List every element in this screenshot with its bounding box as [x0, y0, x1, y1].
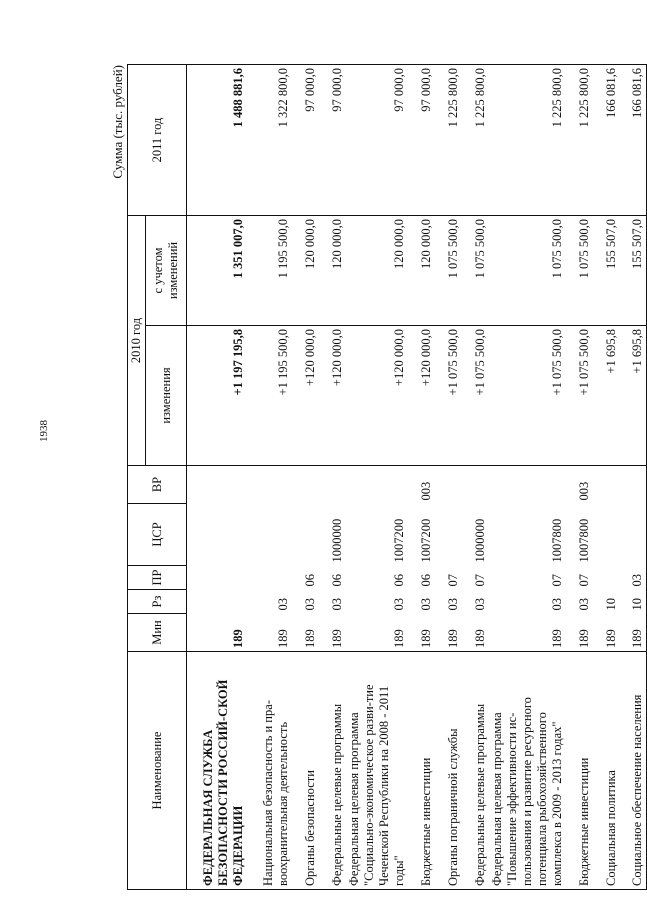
- header-row-1: [128, 64, 146, 889]
- row-pr: 07: [549, 574, 564, 587]
- row-rz: 03: [472, 598, 487, 611]
- row-2011: 1 225 800,0: [489, 64, 566, 215]
- row-pr: [247, 566, 292, 590]
- table-row: [187, 64, 247, 889]
- row-2011: 97 000,0: [408, 64, 435, 215]
- row-changes: +1 197 195,8: [187, 326, 247, 466]
- row-with-changes: 1 351 007,0: [187, 215, 247, 325]
- row-pr: 06: [391, 574, 406, 587]
- row-rz: 03: [302, 598, 317, 611]
- row-with-changes: 120 000,0: [346, 215, 408, 325]
- row-with-changes: 155 507,0: [620, 215, 647, 325]
- unit-caption: Сумма (тыс. рублей): [110, 65, 125, 179]
- table-row: [408, 64, 435, 889]
- row-min: 189: [489, 614, 566, 652]
- row-with-changes: 155 507,0: [593, 215, 620, 325]
- header-rz: Рз: [128, 590, 187, 614]
- row-csr: [435, 504, 462, 566]
- row-csr: [187, 504, 247, 566]
- row-vr: 003: [566, 466, 593, 504]
- row-2011: 1 225 800,0: [462, 64, 489, 215]
- row-2011: 166 081,6: [620, 64, 647, 215]
- row-min: 189: [593, 614, 620, 652]
- header-name: Наименование: [128, 652, 187, 890]
- row-rz: 10: [603, 598, 618, 611]
- row-name: Социальное обеспечение населения: [620, 652, 647, 890]
- rotated-page-content: [110, 65, 644, 890]
- row-changes: +1 075 500,0: [435, 326, 462, 466]
- row-vr: [346, 466, 408, 504]
- row-csr: [292, 504, 319, 566]
- row-with-changes: 1 075 500,0: [489, 215, 566, 325]
- row-changes: +120 000,0: [346, 326, 408, 466]
- row-min: 189: [566, 614, 593, 652]
- row-pr: 07: [472, 574, 487, 587]
- header-vr: ВР: [128, 466, 187, 504]
- row-vr: 003: [408, 466, 435, 504]
- row-csr: 1007800: [576, 518, 591, 563]
- row-changes: +120 000,0: [408, 326, 435, 466]
- row-changes: +1 695,8: [620, 326, 647, 466]
- page-number: 1938: [38, 420, 50, 442]
- row-rz: [187, 590, 247, 614]
- header-pr: ПР: [128, 566, 187, 590]
- row-csr: 1007200: [391, 518, 406, 563]
- row-pr: 07: [445, 574, 460, 587]
- table-body: [187, 64, 647, 889]
- row-with-changes: 120 000,0: [319, 215, 346, 325]
- row-pr: [593, 566, 620, 590]
- row-changes: +1 195 500,0: [247, 326, 292, 466]
- row-min: 189: [292, 614, 319, 652]
- row-min: 189: [346, 614, 408, 652]
- row-changes: +120 000,0: [292, 326, 319, 466]
- row-min: 189: [319, 614, 346, 652]
- row-rz: 03: [576, 598, 591, 611]
- row-rz: 03: [445, 598, 460, 611]
- table-row: [620, 64, 647, 889]
- row-pr: [187, 566, 247, 590]
- row-min: 189: [620, 614, 647, 652]
- table-row: [247, 64, 292, 889]
- row-vr: [489, 466, 566, 504]
- row-with-changes: 1 075 500,0: [462, 215, 489, 325]
- row-rz: 03: [275, 598, 290, 611]
- budget-table: [127, 64, 647, 890]
- table-row: [319, 64, 346, 889]
- row-changes: +1 075 500,0: [566, 326, 593, 466]
- row-csr: [593, 504, 620, 566]
- row-2011: 1 225 800,0: [435, 64, 462, 215]
- row-vr: [187, 466, 247, 504]
- row-vr: [593, 466, 620, 504]
- row-changes: +1 075 500,0: [462, 326, 489, 466]
- row-pr: 06: [302, 574, 317, 587]
- row-2011: 97 000,0: [346, 64, 408, 215]
- row-with-changes: 1 075 500,0: [566, 215, 593, 325]
- row-min: 189: [408, 614, 435, 652]
- row-changes: +1 075 500,0: [489, 326, 566, 466]
- row-rz: 10: [620, 590, 647, 614]
- row-2011: 166 081,6: [593, 64, 620, 215]
- row-with-changes: 120 000,0: [292, 215, 319, 325]
- row-csr: 1000000: [472, 518, 487, 563]
- row-name: Федеральные целевые программы: [462, 652, 489, 890]
- header-min: Мин: [128, 614, 187, 652]
- row-vr: [247, 466, 292, 504]
- table-row: [489, 64, 566, 889]
- row-name: Бюджетные инвестиции: [566, 652, 593, 890]
- row-vr: [435, 466, 462, 504]
- row-2011: 1 322 800,0: [247, 64, 292, 215]
- table-row: [462, 64, 489, 889]
- row-name: Федеральная целевая программа "Социально-экономическое разви-тие Чеченской Республики на 2008 - 2011 годы": [346, 652, 408, 890]
- row-csr: [620, 504, 647, 566]
- row-rz: 03: [549, 598, 564, 611]
- row-pr: 03: [620, 566, 647, 590]
- row-with-changes: 120 000,0: [408, 215, 435, 325]
- row-rz: 03: [391, 598, 406, 611]
- row-name: Федеральные целевые программы: [319, 652, 346, 890]
- row-csr: 1007800: [549, 518, 564, 563]
- row-with-changes: 1 075 500,0: [435, 215, 462, 325]
- row-csr: 1000000: [329, 518, 344, 563]
- row-name: Органы безопасности: [292, 652, 319, 890]
- row-pr: 06: [329, 574, 344, 587]
- row-vr: [292, 466, 319, 504]
- table-row: [435, 64, 462, 889]
- row-vr: [462, 466, 489, 504]
- row-csr: [247, 504, 292, 566]
- row-name: Национальная безопасность и пра-воохранительная деятельность: [247, 652, 292, 890]
- row-name: Бюджетные инвестиции: [408, 652, 435, 890]
- row-changes: +1 695,8: [593, 326, 620, 466]
- header-changes: изменения: [146, 326, 187, 466]
- row-csr: 1007200: [418, 518, 433, 563]
- row-vr: [620, 466, 647, 504]
- table-row: [292, 64, 319, 889]
- row-pr: 06: [418, 574, 433, 587]
- row-min: 189: [462, 614, 489, 652]
- table-row: [346, 64, 408, 889]
- row-rz: 03: [329, 598, 344, 611]
- header-with-changes: с учетом изменений: [146, 215, 187, 325]
- row-name: ФЕДЕРАЛЬНАЯ СЛУЖБА БЕЗОПАСНОСТИ РОССИЙ-СКОЙ ФЕДЕРАЦИИ: [187, 652, 247, 890]
- header-year-2011: 2011 год: [128, 64, 187, 215]
- row-2011: 1 225 800,0: [566, 64, 593, 215]
- row-rz: 03: [418, 598, 433, 611]
- row-2011: 97 000,0: [319, 64, 346, 215]
- row-vr: [319, 466, 346, 504]
- row-min: 189: [187, 614, 247, 652]
- row-min: 189: [247, 614, 292, 652]
- row-name: Социальная политика: [593, 652, 620, 890]
- table-row: [566, 64, 593, 889]
- row-2011: 1 488 881,6: [187, 64, 247, 215]
- table-row: [593, 64, 620, 889]
- row-name: Органы пограничной службы: [435, 652, 462, 890]
- row-name: Федеральная целевая программа "Повышение эффективности ис-пользования и развитие ресурсного потенциала рыбохозяйственного комплекса в 2009 - 2013 годах": [489, 652, 566, 890]
- row-changes: +120 000,0: [319, 326, 346, 466]
- row-min: 189: [435, 614, 462, 652]
- row-2011: 97 000,0: [292, 64, 319, 215]
- header-year-2010: 2010 год: [128, 215, 146, 465]
- row-pr: 07: [576, 574, 591, 587]
- header-csr: ЦСР: [128, 504, 187, 566]
- row-with-changes: 1 195 500,0: [247, 215, 292, 325]
